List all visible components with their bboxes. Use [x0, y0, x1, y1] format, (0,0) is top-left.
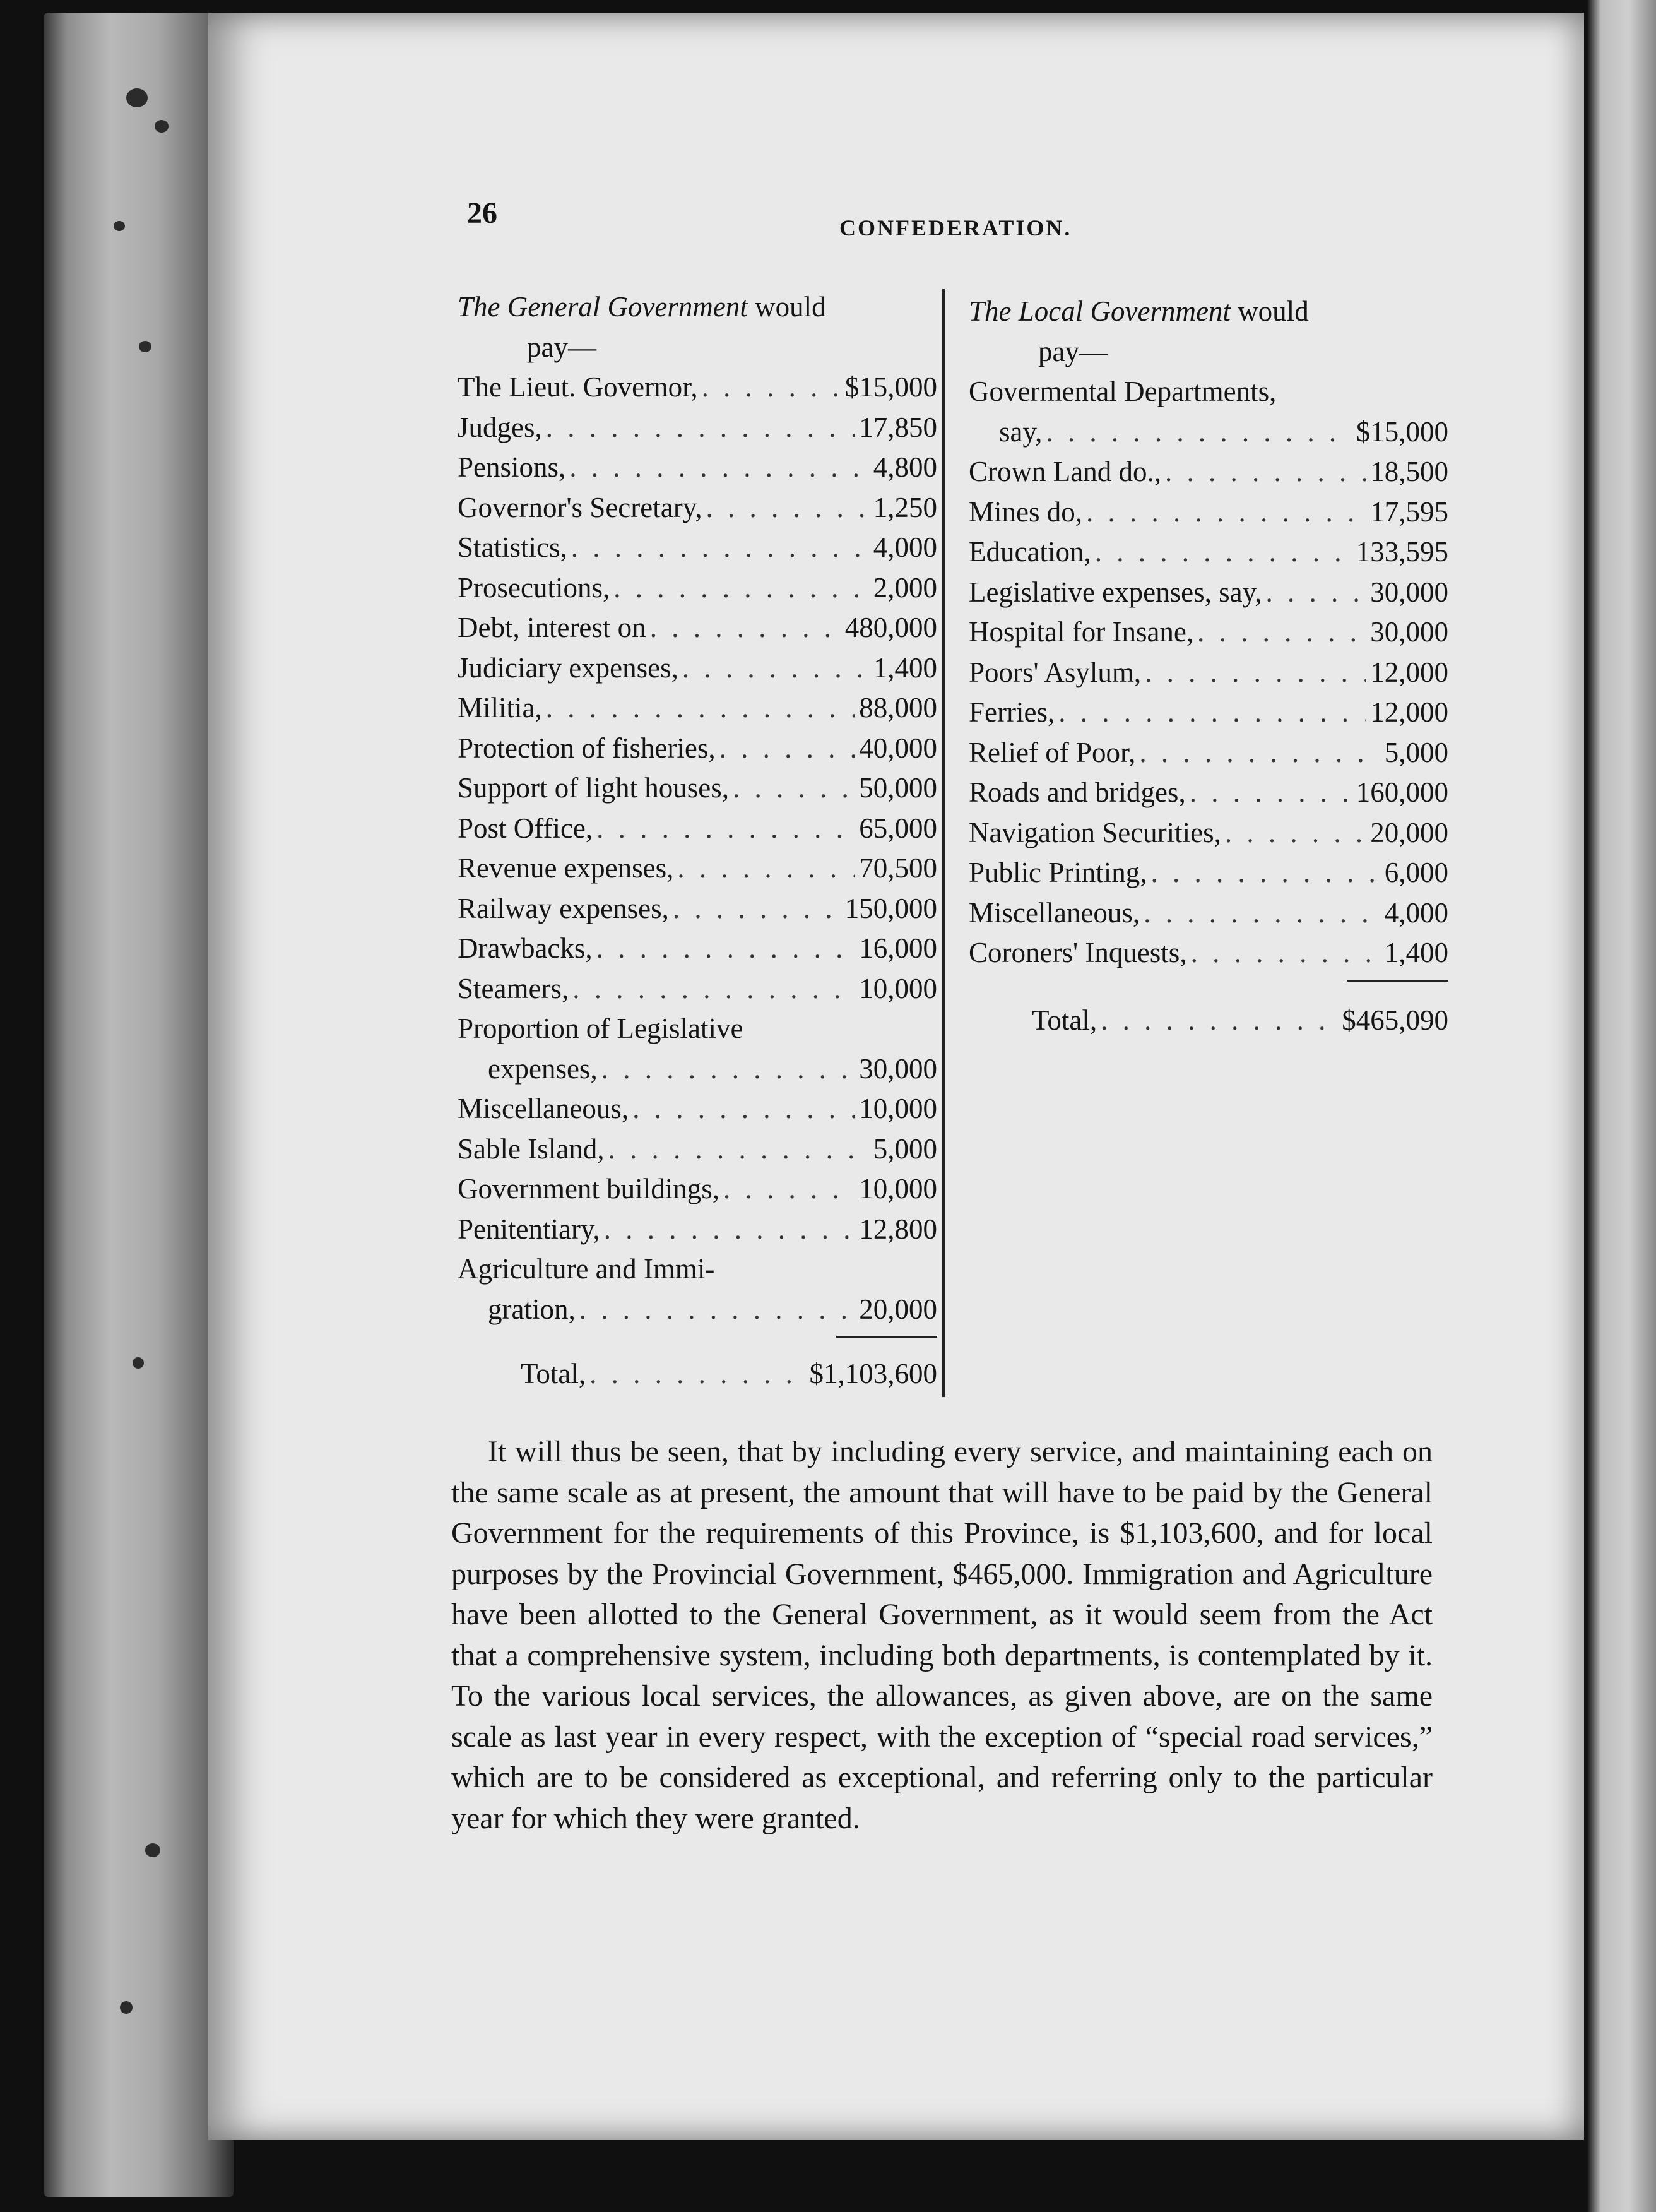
general-item-row [458, 929, 937, 969]
local-total-row [969, 1001, 1448, 1041]
local-item-amount: 17,595 [1370, 496, 1448, 528]
general-item-amount: 10,000 [859, 1173, 937, 1204]
local-dept-label2: say, [999, 415, 1043, 448]
leader-dots [733, 768, 855, 809]
general-total-row [458, 1354, 937, 1394]
local-item-row [969, 813, 1448, 853]
general-heading [458, 287, 937, 367]
page-edge [1587, 0, 1656, 2212]
running-head: CONFEDERATION. [839, 215, 1072, 241]
book-spine [44, 13, 234, 2197]
leader-dots [1190, 773, 1352, 813]
general-item-label: Penitentiary, [458, 1213, 600, 1245]
local-government-column [969, 292, 1448, 1040]
local-item-row [969, 612, 1448, 653]
leader-dots [1151, 853, 1381, 893]
general-total-label: Total, [521, 1358, 586, 1389]
general-sum-rule [836, 1336, 937, 1338]
local-item-row [969, 773, 1448, 813]
local-item-amount: 160,000 [1356, 776, 1448, 808]
local-item-row [969, 693, 1448, 733]
general-item-amount: 1,250 [873, 491, 937, 523]
local-item-amount: 12,000 [1370, 656, 1448, 688]
local-item-label: Navigation Securities, [969, 816, 1221, 848]
general-legislative-amount: 30,000 [859, 1052, 937, 1085]
general-item-label: Steamers, [458, 972, 569, 1004]
general-item-row [458, 728, 937, 769]
leader-dots [1225, 813, 1366, 853]
leader-dots [706, 488, 870, 528]
leader-dots [572, 969, 855, 1009]
local-item-row [969, 532, 1448, 573]
local-dept-amount: $15,000 [1356, 415, 1448, 448]
local-item-label: Miscellaneous, [969, 896, 1140, 929]
general-agri-label2: gration, [488, 1293, 576, 1325]
general-item-label: Government buildings, [458, 1173, 719, 1204]
general-item-label: Drawbacks, [458, 932, 593, 964]
leader-dots [1046, 412, 1352, 453]
local-item-label: Coroners' Inquests, [969, 937, 1187, 968]
general-item-row [458, 688, 937, 728]
local-total-label: Total, [1032, 1004, 1097, 1036]
local-item-label: Public Printing, [969, 857, 1147, 888]
general-item-row [458, 448, 937, 488]
local-item-label: Relief of Poor, [969, 736, 1136, 768]
general-item-row [458, 488, 937, 528]
general-item-row [458, 1169, 937, 1210]
general-legislative-line1 [458, 1009, 937, 1049]
local-item-amount: 30,000 [1370, 616, 1448, 648]
foxing-spot [133, 1357, 144, 1369]
general-item-row [458, 848, 937, 889]
local-dept-line1 [969, 372, 1448, 412]
general-item-label: Pensions, [458, 451, 566, 483]
local-sum-rule [1347, 980, 1448, 982]
general-legislative-label: Proportion of Legislative [458, 1013, 743, 1044]
foxing-spot [114, 221, 125, 231]
leader-dots [677, 848, 855, 889]
leader-dots [589, 1354, 805, 1394]
local-item-amount: 6,000 [1384, 857, 1448, 888]
foxing-spot [139, 341, 151, 352]
local-item-label: Crown Land do., [969, 456, 1161, 487]
general-heading-title: The General Government [458, 291, 748, 323]
column-divider [942, 289, 945, 1397]
leader-dots [1165, 452, 1366, 492]
leader-dots [673, 889, 841, 929]
local-dept-label: Govermental Departments, [969, 376, 1277, 407]
general-item-amount: 12,800 [859, 1213, 937, 1245]
local-item-amount: 20,000 [1370, 816, 1448, 848]
general-item-amount: 1,400 [873, 651, 937, 684]
local-item-label: Legislative expenses, say, [969, 576, 1262, 608]
general-heading-would: would [747, 291, 826, 323]
general-item-amount: 2,000 [873, 571, 937, 604]
general-items-list [458, 367, 937, 1009]
general-agri-amount: 20,000 [859, 1293, 937, 1325]
general-item-label: Judges, [458, 411, 542, 443]
leader-dots [1265, 573, 1366, 613]
general-item-label: Sable Island, [458, 1133, 605, 1165]
leader-dots [1145, 653, 1366, 693]
foxing-spot [145, 1843, 160, 1857]
general-item-amount: 480,000 [844, 612, 937, 643]
general-item-amount: 4,800 [873, 451, 937, 483]
general-total-amount: $1,103,600 [809, 1358, 937, 1389]
local-item-row [969, 893, 1448, 934]
general-item-label: Protection of fisheries, [458, 732, 716, 764]
leader-dots [569, 448, 869, 488]
general-item-amount: 70,500 [859, 852, 937, 884]
general-item-label: Statistics, [458, 532, 567, 563]
general-item-row [458, 1129, 937, 1170]
general-item-amount: 65,000 [859, 812, 937, 844]
local-total-amount: $465,090 [1342, 1004, 1448, 1036]
foxing-spot [120, 2001, 133, 2014]
general-item-row [458, 408, 937, 448]
leader-dots [650, 608, 841, 648]
leader-dots [1101, 1001, 1338, 1041]
general-item-amount: 40,000 [859, 732, 937, 764]
leader-dots [1058, 693, 1366, 733]
general-items2-list [458, 1089, 937, 1249]
general-item-label: Railway expenses, [458, 892, 669, 924]
leader-dots [702, 367, 841, 408]
general-item-row [458, 367, 937, 408]
general-item-label: Judiciary expenses, [458, 651, 678, 684]
leader-dots [1144, 893, 1381, 934]
local-items-list [969, 452, 1448, 973]
local-heading [969, 292, 1448, 372]
local-item-amount: 18,500 [1370, 456, 1448, 487]
general-item-amount: 150,000 [844, 892, 937, 924]
general-item-amount: 10,000 [859, 972, 937, 1004]
leader-dots [601, 1049, 856, 1090]
general-item-row [458, 889, 937, 929]
general-government-column [458, 287, 937, 1394]
general-item-label: Revenue expenses, [458, 852, 674, 884]
leader-dots [546, 688, 856, 728]
local-dept-row [969, 412, 1448, 453]
leader-dots [1086, 492, 1366, 533]
foxing-spot [155, 120, 169, 133]
leader-dots [1139, 733, 1380, 773]
foxing-spot [126, 88, 148, 107]
general-item-label: Prosecutions, [458, 571, 610, 604]
leader-dots [632, 1089, 855, 1129]
general-item-label: Debt, interest on [458, 612, 646, 643]
general-item-amount: 88,000 [859, 692, 937, 723]
general-item-row [458, 568, 937, 609]
local-heading-would: would [1230, 295, 1309, 327]
leader-dots [1095, 532, 1352, 573]
leader-dots [546, 408, 856, 448]
local-item-label: Education, [969, 536, 1091, 568]
general-agri-row [458, 1290, 937, 1330]
general-item-amount: 5,000 [873, 1133, 937, 1165]
local-item-row [969, 653, 1448, 693]
body-paragraph: It will thus be seen, that by including every service, and maintaining each on the same scale as at present, the amount that will have to be paid by the General Government for the requirements of this Province, is $1,103,600, and for local purposes by the Provincial Government, $465,000. Immigration and Agriculture have been allotted to the General Government, as it would seem from the Act that a comprehensive system, including both departments, is contemplated by it. To the various local services, the allowances, as given above, are on the same scale as last year in every respect, with the exception of “special road services,” which are to be considered as exceptional, and referring only to the particular year for which they were granted. [451, 1435, 1433, 1835]
general-legislative-row [458, 1049, 937, 1090]
general-item-row [458, 608, 937, 648]
leader-dots [613, 568, 870, 609]
leader-dots [604, 1210, 855, 1250]
general-item-amount: 10,000 [859, 1093, 937, 1124]
general-item-amount: $15,000 [844, 371, 937, 403]
local-item-row [969, 492, 1448, 533]
leader-dots [596, 929, 856, 969]
leader-dots [723, 1169, 855, 1210]
local-heading-pay: pay— [1038, 335, 1108, 367]
general-agri-label: Agriculture and Immi- [458, 1253, 715, 1285]
page-number: 26 [467, 196, 497, 230]
local-item-amount: 4,000 [1384, 896, 1448, 929]
local-item-row [969, 452, 1448, 492]
leader-dots [608, 1129, 869, 1170]
local-item-label: Roads and bridges, [969, 776, 1186, 808]
local-item-row [969, 733, 1448, 773]
local-item-row [969, 853, 1448, 893]
leader-dots [1197, 612, 1366, 653]
local-item-row [969, 573, 1448, 613]
local-item-amount: 1,400 [1384, 937, 1448, 968]
general-heading-pay: pay— [527, 331, 596, 363]
leader-dots [1191, 933, 1381, 973]
local-item-label: Hospital for Insane, [969, 616, 1194, 648]
leader-dots [596, 809, 855, 849]
general-item-row [458, 648, 937, 689]
general-item-label: Support of light houses, [458, 772, 730, 804]
general-item-row [458, 969, 937, 1009]
leader-dots [719, 728, 856, 769]
general-item-row [458, 1089, 937, 1129]
general-item-amount: 50,000 [859, 772, 937, 804]
general-item-label: Miscellaneous, [458, 1093, 629, 1124]
general-item-row [458, 809, 937, 849]
general-agri-line1 [458, 1249, 937, 1290]
general-item-row [458, 1210, 937, 1250]
general-item-label: Post Office, [458, 812, 593, 844]
general-item-amount: 4,000 [873, 532, 937, 563]
leader-dots [579, 1290, 856, 1330]
local-item-label: Mines do, [969, 496, 1082, 528]
local-item-label: Ferries, [969, 696, 1055, 728]
local-item-amount: 133,595 [1356, 536, 1448, 568]
local-item-amount: 12,000 [1370, 696, 1448, 728]
leader-dots [682, 648, 870, 689]
general-item-label: The Lieut. Governor, [458, 371, 698, 403]
general-item-amount: 16,000 [859, 932, 937, 964]
local-item-row [969, 933, 1448, 973]
general-item-amount: 17,850 [859, 411, 937, 443]
local-heading-title: The Local Government [969, 295, 1231, 327]
general-item-row [458, 768, 937, 809]
leader-dots [571, 528, 870, 568]
local-item-amount: 30,000 [1370, 576, 1448, 608]
local-item-label: Poors' Asylum, [969, 656, 1142, 688]
general-item-label: Governor's Secretary, [458, 491, 702, 523]
local-item-amount: 5,000 [1384, 736, 1448, 768]
general-item-label: Militia, [458, 692, 542, 723]
general-item-row [458, 528, 937, 568]
general-legislative-label2: expenses, [488, 1052, 598, 1085]
